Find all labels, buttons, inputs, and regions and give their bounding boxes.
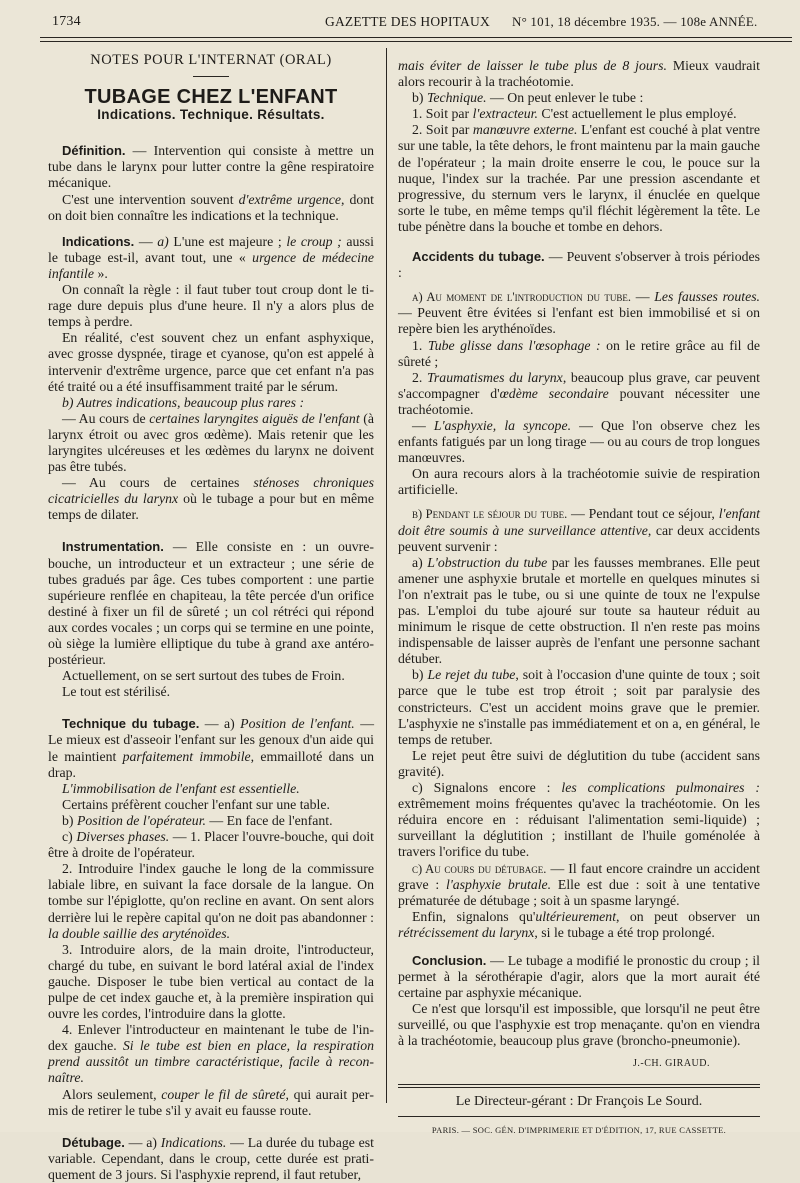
text-em: manœuvre externe. <box>472 122 578 138</box>
text: — Au cours de certaines <box>62 475 254 491</box>
extractor-paragraph <box>398 106 760 122</box>
text: , soit à l'occasion d'une quinte de toux ; soit parce que le tube est trop étroit ; soit par paralysie des constricteurs. C'est un accident moins grave que le premier. L'asphyxie ne s'installe pas immédiatement et on a, en général, le temps de retuber. <box>398 667 761 747</box>
text: — En face de l'enfant. <box>205 812 333 828</box>
footer-rule <box>398 1084 760 1085</box>
text: Mieux vaudrait alors recourir à la trachéotomie. <box>398 58 761 90</box>
detubage-heading: Détubage. <box>62 1134 125 1150</box>
journal-title: GAZETTE DES HOPITAUX <box>325 14 490 29</box>
text: c) Signalons encore : <box>412 780 562 796</box>
text: aussi le tubage est-il, avant tout, une « <box>48 233 374 265</box>
phases-paragraph <box>48 829 374 861</box>
text: b) <box>412 667 428 683</box>
other-indications-heading: b) Autres indications, beaucoup plus rares : <box>62 394 305 410</box>
external-maneuver-paragraph <box>398 122 760 235</box>
technique-detubage-paragraph <box>398 90 760 106</box>
text: extrêmement moins fréquentes qu'avec la trachéotomie. On les réduira encore en : réduisant l'alimentation semi-liquide) ; surveillant la déglutition ; instillant de l'huile goménolée à travers l'orifice du tube. <box>398 796 760 860</box>
indications-reality-paragraph: En réalité, c'est souvent chez un enfant asphyxique, avec grosse dyspnée, tirage et cyanose, qu'on est appelé à intervenir d'extrême urgence, parce que cet enfant n'a pas été traité ou a été insuffisamment traité par le sérum. <box>48 330 374 394</box>
text: — On peut enlever le tube : <box>486 90 644 106</box>
text: 2. Introduire l'index gauche le long de la commissure labiale libre, en suivant la face dorsale de la langue. On tombe sur l'épiglotte, qu'on recline en avant. On sent alors derrière lui le repère capital qu'on ne doit pas abandonner : <box>48 861 374 925</box>
subheading: c) Au cours du détubage. <box>412 861 547 876</box>
rubric: NOTES POUR L'INTERNAT (ORAL) <box>90 52 332 68</box>
accidents-detubage-paragraph <box>398 861 760 909</box>
text: b) <box>62 812 77 828</box>
footer-block <box>398 1084 760 1138</box>
text: — Le tubage a modifié le pronostic du croup ; il permet à la sérothérapie d'agir, alors que la mort aurait été certaine par asphyxie mécanique. <box>398 952 760 1001</box>
indications-rule-paragraph: On connaît la règle : il faut tuber tout croup dont le tirage dure depuis plus d'une heure. Il n'y a alors plus de temps à perdre. <box>48 282 374 330</box>
text-em: parfaitement immobile <box>122 748 251 764</box>
text: — Pendant tout ce séjour, <box>567 506 719 522</box>
text: , car deux accidents peuvent survenir : <box>398 522 760 554</box>
text-em: œdème secondaire <box>499 385 609 401</box>
text: où le tubage a pour but en même temps de dilater. <box>48 491 375 523</box>
text: , emmailloté dans un drap. <box>48 748 375 780</box>
text-em: a) <box>157 233 169 249</box>
text: 1. Soit par <box>412 106 473 122</box>
footer-rule <box>398 1116 760 1117</box>
text-em: Si le tube est bien en place, la respiration prend aussitôt un timbre caractéristique, facile à reconnaître. <box>48 1038 374 1086</box>
definition-paragraph-2 <box>48 192 374 224</box>
text: , beaucoup plus grave, car peuvent s'accompagner d' <box>398 369 761 401</box>
accidents-paragraph <box>398 249 760 281</box>
director-line: Le Directeur-gérant : Dr François Le Sourd. <box>455 1093 703 1109</box>
sterilized-paragraph: Le tout est stérilisé. <box>62 684 171 700</box>
definition-paragraph <box>48 143 374 191</box>
technique-heading: Technique du tubage. <box>62 716 200 732</box>
accidents-heading: Accidents du tubage. <box>412 249 545 265</box>
text-em: d'extrême urgence <box>238 191 342 207</box>
page-number: 1734 <box>52 14 81 29</box>
text: — Il faut encore craindre un accident grave : <box>398 860 760 892</box>
text: — <box>631 289 655 305</box>
conclusion-heading: Conclusion. <box>412 952 487 968</box>
text: , dont on doit bien connaître les indications et la technique. <box>48 191 374 223</box>
text: par les fausses membranes. Elle peut amener une asphyxie brutale et mortelle en quelques minutes si l'on n'extrait pas le tube, ou si une quinte de toux ne l'expulse pas. L'emploi du tube ajouré sur toute sa hauteur réduit au minimum le risque de cette obstruction. Il n'en reste pas moins indispensable de laisser auprès de l'enfant une personne sachant détuber. <box>398 554 760 667</box>
text-em: le croup ; <box>286 233 342 249</box>
text: 2. <box>412 369 428 385</box>
text: 2. Soit par <box>412 122 473 138</box>
text-em: rétrécissement du larynx <box>398 924 535 940</box>
froin-paragraph: Actuellement, on se sert surtout des tubes de Froin. <box>62 668 345 684</box>
accidents-introduction-paragraph <box>398 289 760 337</box>
text-em: Indications. <box>160 1134 227 1150</box>
left-column <box>48 52 374 1183</box>
text: — <box>138 233 158 249</box>
text-em: l'enfant doit être soumis à une surveillance attentive <box>398 506 760 538</box>
indications-heading: Indications. <box>62 233 135 249</box>
text: — Peuvent être évitées si l'enfant est bien immobilisé et si on repère bien les arythénoïdes. <box>398 305 760 337</box>
text-em: mais éviter de laisser le tube plus de 8 jours. <box>398 58 667 73</box>
step-4-paragraph <box>48 1022 374 1086</box>
text-em: l'extracteur. <box>472 106 538 122</box>
tracheotomy-paragraph: On aura recours alors à la trachéotomie suivie de respiration artificielle. <box>398 466 760 498</box>
article-title: TUBAGE CHEZ L'ENFANT <box>84 86 338 109</box>
text-em: Les fausses routes. <box>654 289 761 305</box>
text: — a) <box>199 716 241 732</box>
text-em: l'asphyxie brutale. <box>446 876 552 892</box>
text: — La durée du tubage est variable. Cependant, dans le croup, cette durée est pratiquement de 3 jours. Si l'asphyxie reprend, il faut retuber, <box>48 1134 374 1182</box>
text: — Le mieux est d'asseoir l'enfant sur les genoux d'un aide qui le maintient <box>48 716 374 764</box>
text: C'est actuellement le plus employé. <box>537 106 737 122</box>
text-em: sténoses chroniques cicatricielles du larynx <box>48 475 375 507</box>
text: Elle est due : soit à une tentative prématurée de détubage ; soit à un spasme laryngé. <box>398 876 760 908</box>
indications-paragraph <box>48 234 374 282</box>
text: on le retire grâce au fil de sûreté ; <box>398 337 761 369</box>
safety-thread-paragraph <box>48 1087 374 1119</box>
text: — Peuvent s'observer à trois périodes : <box>398 249 760 281</box>
text: c) <box>62 829 77 845</box>
footer-rule <box>398 1087 760 1088</box>
text: — 1. Placer l'ouvre-bouche, qui doit être à droite de l'opérateur. <box>48 829 375 861</box>
text: 4. Enlever l'introducteur en maintenant le tube de l'index gauche. <box>48 1022 374 1054</box>
text-em: Le rejet du tube <box>427 667 516 683</box>
text-em: Traumatismes du larynx <box>427 369 563 385</box>
text-em: Position de l'enfant. <box>240 716 355 732</box>
rejection-paragraph <box>398 667 760 747</box>
text: Alors seulement, <box>62 1086 162 1102</box>
text: — Elle consiste en : un ouvre-bouche, un introducteur et un extracteur ; une série de tubes gradués par âge. Ces tubes comportent : une partie supérieure renflée en chapiteau, la tête percée d'un orifice destiné à fixer un fil de sûreté ; un col rétréci qui répond aux cordes vocales ; un corps qui se termine en une pointe, où siège la lumière elliptique du tube à grand axe antéro-postérieur. <box>48 539 374 668</box>
laryngitis-paragraph <box>48 411 374 475</box>
swallowing-paragraph: Le rejet peut être suivi de déglutition du tube (accident sans gravité). <box>398 747 760 779</box>
text: pouvant nécessiter une trachéotomie. <box>398 385 760 417</box>
text: 1. <box>412 337 428 353</box>
text: — Que l'on observe chez les enfants fatigués par un long tirage — ou au cours de trop longues manœuvres. <box>398 417 760 466</box>
text-em: la double saillie des aryténoïdes. <box>48 925 231 941</box>
oesophagus-paragraph <box>398 338 760 370</box>
operator-position-paragraph <box>48 813 374 829</box>
immobilisation-paragraph: L'immobilisation de l'enfant est essentielle. <box>62 780 300 796</box>
text: , on peut observer un <box>616 908 760 924</box>
obstruction-paragraph <box>398 555 760 668</box>
text-em: couper le fil de sûreté <box>161 1086 286 1102</box>
text: — Au cours de <box>62 410 150 426</box>
step-3-paragraph: 3. Introduire alors, de la main droite, l'introducteur, chargé du tube, en suivant le bord latéral axial de l'index gauche. Disposer le tube bien vertical au contact de la pulpe de cet index gauche et, à la première inspiration qui ouvre les cordes, l'introduire dans la glotte. <box>48 941 374 1022</box>
larynx-trauma-paragraph <box>398 370 760 418</box>
right-column <box>398 58 760 1138</box>
text: , qui aurait permis de retirer le tube s'il y avait eu fausse route. <box>48 1086 375 1118</box>
title-rule <box>193 76 229 77</box>
accidents-stay-paragraph <box>398 506 760 554</box>
column-divider <box>386 48 387 1103</box>
text: Enfin, signalons qu' <box>412 908 536 924</box>
author-signature: J.-CH. GIRAUD. <box>633 1057 710 1069</box>
text-em: ultérieurement <box>535 908 617 924</box>
instrumentation-paragraph <box>48 539 374 668</box>
subheading: a) Au moment de l'introduction du tube. <box>412 290 632 305</box>
later-stenosis-paragraph <box>398 909 760 941</box>
definition-text: — Intervention qui consiste à mettre un tube dans le larynx pour lutter contre la gêne respiratoire mécanique. <box>48 143 374 191</box>
header-rule-top <box>40 37 792 38</box>
text-em: certaines laryngites aiguës de l'enfant <box>149 410 360 426</box>
text-em: Technique. <box>426 90 487 106</box>
conclusion-paragraph <box>398 953 760 1001</box>
text: a) <box>412 554 428 570</box>
header-rule-bottom <box>40 41 792 42</box>
text-em: L'obstruction du tube <box>427 554 548 570</box>
detubage-paragraph <box>48 1135 374 1183</box>
text-em: les complications pulmonaires : <box>561 780 760 796</box>
issue-info: N° 101, 18 décembre 1935. — 108e ANNÉE. <box>512 14 758 29</box>
technique-paragraph <box>48 716 374 780</box>
printer-line: PARIS. — SOC. GÉN. D'IMPRIMERIE ET D'ÉDITION, 17, RUE CASSETTE. <box>431 1124 727 1135</box>
text: C'est une intervention souvent <box>62 191 239 207</box>
stenoses-paragraph <box>48 475 374 523</box>
text: L'une est majeure ; <box>168 233 287 249</box>
text-em: L'asphyxie, la syncope. <box>433 417 572 433</box>
text-em: Tube glisse dans l'œsophage : <box>427 337 601 353</box>
text: ». <box>94 265 108 281</box>
text: , si le tubage a été trop prolongé. <box>534 924 715 940</box>
detubage-continued-paragraph <box>398 58 760 90</box>
subheading: b) Pendant le séjour du tube. <box>412 507 568 522</box>
pulmonary-paragraph <box>398 780 760 860</box>
definition-heading: Définition. <box>62 143 126 159</box>
instrumentation-heading: Instrumentation. <box>62 539 164 555</box>
asphyxia-paragraph <box>398 418 760 466</box>
text: — a) <box>124 1134 161 1150</box>
text: (à larynx étroit ou avec gros œdème). Mais retenir que les laryngites ulcéreuses et les œdèmes du larynx ne doivent pas être tubés. <box>48 410 374 475</box>
table-paragraph: Certains préfèrent coucher l'enfant sur une table. <box>62 796 330 812</box>
step-2-paragraph <box>48 861 374 941</box>
text: — <box>412 417 434 433</box>
text-em: Diverses phases. <box>76 829 170 845</box>
text-em: urgence de médecine infantile <box>48 249 375 281</box>
text: L'enfant est couché à plat ventre sur une table, la tête dehors, le front maintenu par la main gauche de l'opérateur ; la main droite enserre le cou, le pouce sur la nuque, l'index sur la trachée. Par une pression ascendante et progressive, du sternum vers le larynx, il énuclée en quelque sorte le tube, en même temps qu'il fléchit légèrement la tête. Le tube pénètre dans la bouche et tombe en dehors. <box>398 122 760 234</box>
text-em: Position de l'opérateur. <box>76 812 206 828</box>
conclusion-paragraph-2: Ce n'est que lorsqu'il est impossible, que lorsqu'il ne peut être surveillé, ou que l'asphyxie est trop menaçante. qu'on en viendra à la trachéotomie, beaucoup plus grave (broncho-pneumonie). <box>398 1001 760 1049</box>
article-subtitle: Indications. Technique. Résultats. <box>97 107 325 123</box>
text: b) <box>412 90 427 106</box>
